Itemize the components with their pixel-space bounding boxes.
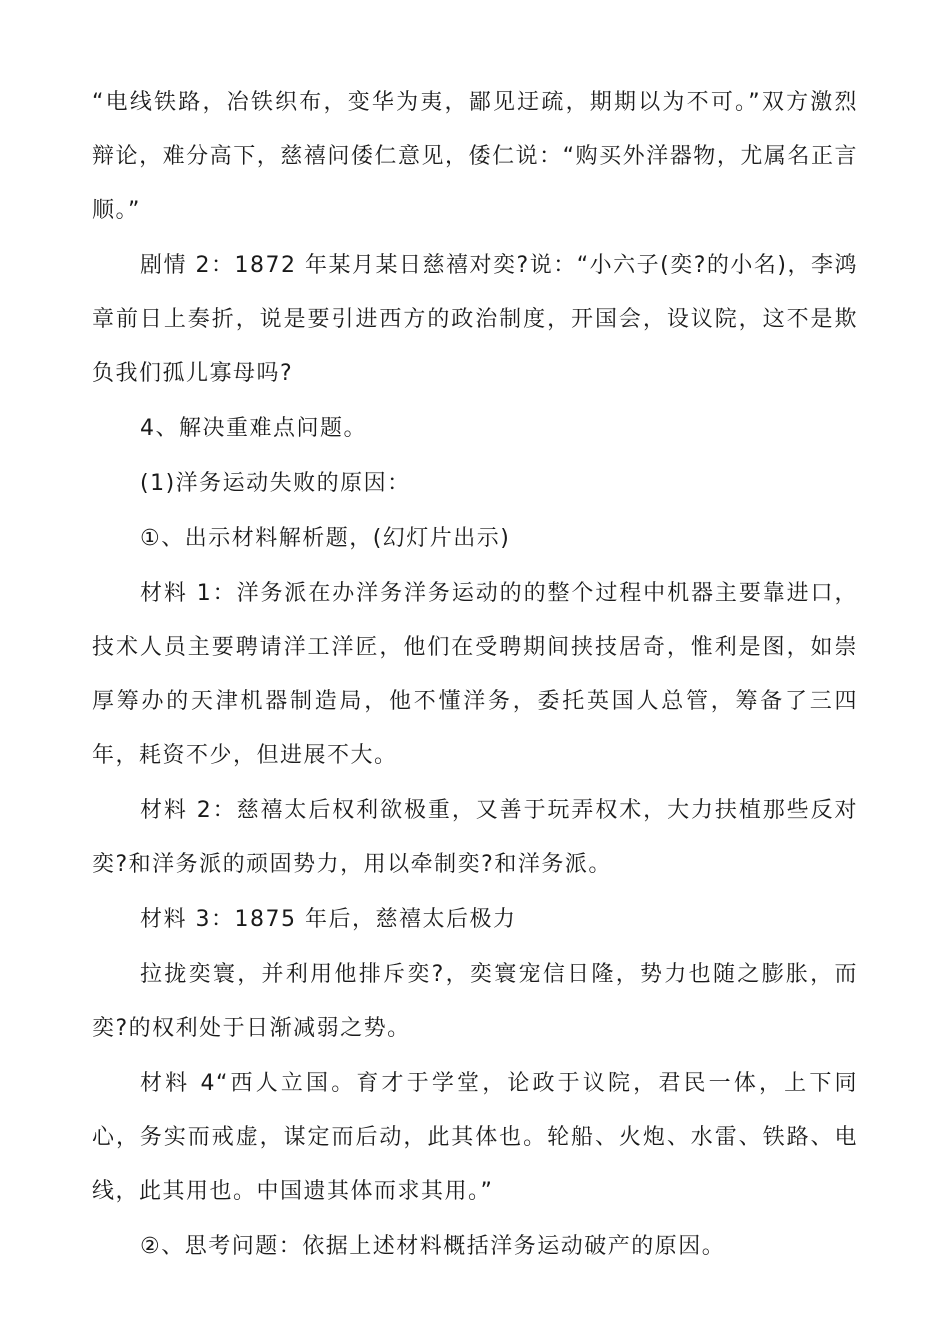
subheading-failure-reasons: (1)洋务运动失败的原因： bbox=[140, 471, 411, 496]
material-3-continued: 拉拢奕寰，并利用他排斥奕?，奕寰宠信日隆，势力也随之膨胀，而奕?的权利处于日渐减弱之势。 bbox=[92, 962, 858, 1041]
material-4: 材料 4“西人立国。育才于学堂，论政于议院，君民一体，上下同心，务实而戒虚，谋定而后动，此其体也。轮船、火炮、水雷、铁路、电线，此其用也。中国遗其体而求其用。” bbox=[92, 1071, 858, 1204]
step-1-show-material: ①、出示材料解析题，(幻灯片出示) bbox=[140, 526, 511, 551]
paragraph-debate-quote: “电线铁路，冶铁织布，变华为夷，鄙见迂疏，期期以为不可。”双方激烈辩论，难分高下，慈禧问倭仁意见，倭仁说：“购买外洋器物，尤属名正言顺。” bbox=[92, 90, 858, 223]
material-3: 材料 3：1875 年后，慈禧太后极力 bbox=[140, 907, 517, 932]
material-2: 材料 2：慈禧太后权利欲极重，又善于玩弄权术，大力扶植那些反对奕?和洋务派的顽固势力，用以牵制奕?和洋务派。 bbox=[92, 798, 858, 877]
section-heading-4: 4、解决重难点问题。 bbox=[140, 416, 367, 441]
material-1: 材料 1：洋务派在办洋务洋务运动的的整个过程中机器主要靠进口，技术人员主要聘请洋工洋匠，他们在受聘期间挟技居奇，惟利是图，如崇厚筹办的天津机器制造局，他不懂洋务，委托英国人总管，筹备了三四年，耗资不少，但进展不大。 bbox=[92, 581, 858, 768]
step-2-think-question: ②、思考问题：依据上述材料概括洋务运动破产的原因。 bbox=[140, 1234, 726, 1259]
paragraph-scene-2: 剧情 2：1872 年某月某日慈禧对奕?说：“小六子(奕?的小名)，李鸿章前日上奏折，说是要引进西方的政治制度，开国会，设议院，这不是欺负我们孤儿寡母吗? bbox=[92, 253, 858, 386]
